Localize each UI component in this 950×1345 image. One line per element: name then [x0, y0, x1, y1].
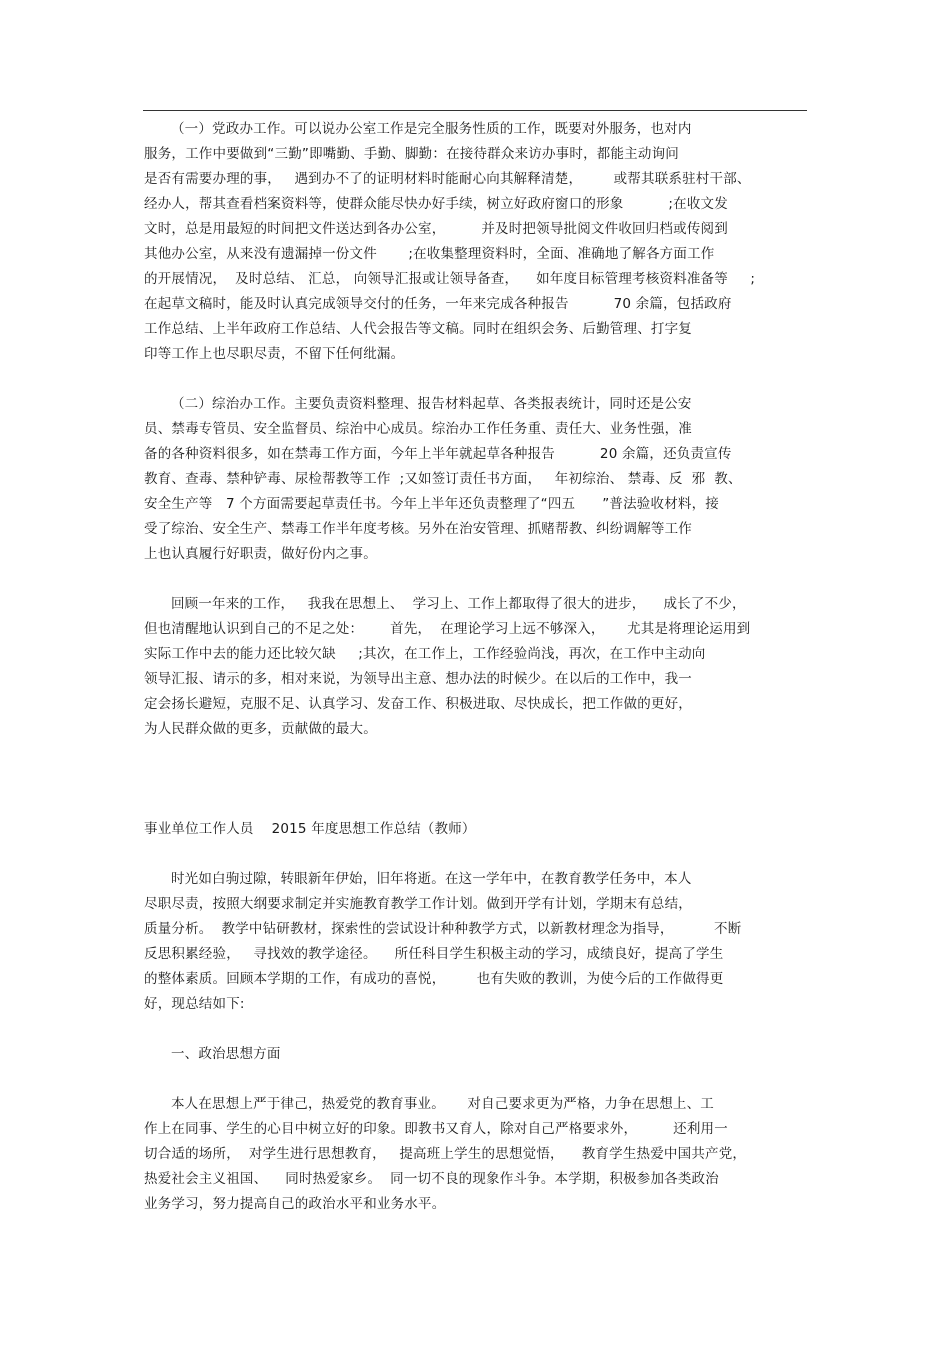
paragraph-line: 本人在思想上严于律己，热爱党的教育事业。 对自己要求更为严格，力争在思想上、工	[144, 1096, 715, 1112]
paragraph-line: 的整体素质。回顾本学期的工作，有成功的喜悦， 也有失败的教训，为使今后的工作做得更	[144, 971, 724, 987]
paragraph-line: 受了综治、安全生产、禁毒工作半年度考核。另外在治安管理、抓赌帮教、纠纷调解等工作	[144, 521, 692, 537]
paragraph-line: 作上在同事、学生的心目中树立好的印象。即教书又育人，除对自己严格要求外， 还利用一	[144, 1121, 728, 1137]
paragraph-line: 安全生产等 7 个方面需要起草责任书。今年上半年还负责整理了“四五 ”普法验收材料，接	[144, 496, 719, 512]
paragraph-line: 在起草文稿时，能及时认真完成领导交付的任务，一年来完成各种报告 70 余篇，包括政府	[144, 296, 732, 312]
top-rule	[143, 110, 807, 111]
paragraph-line: 热爱社会主义祖国、 同时热爱家乡。 同一切不良的现象作斗争。本学期，积极参加各类政治	[144, 1171, 719, 1187]
paragraph-line: 定会扬长避短，克服不足、认真学习、发奋工作、积极进取、尽快成长，把工作做的更好，	[144, 696, 692, 712]
section-heading: 一、政治思想方面	[144, 1046, 281, 1062]
paragraph-line: 好，现总结如下:	[144, 996, 245, 1012]
document-title: 事业单位工作人员 2015 年度思想工作总结（教师）	[144, 821, 476, 837]
paragraph-line: 工作总结、上半年政府工作总结、人代会报告等文稿。同时在组织会务、后勤管理、打字复	[144, 321, 692, 337]
paragraph-line: 其他办公室，从来没有遗漏掉一份文件 ;在收集整理资料时，全面、准确地了解各方面工作	[144, 246, 715, 262]
paragraph-line: 为人民群众做的更多，贡献做的最大。	[144, 721, 377, 737]
paragraph-line: （二）综治办工作。主要负责资料整理、报告材料起草、各类报表统计，同时还是公安	[144, 396, 692, 412]
paragraph-line: 时光如白驹过隙，转眼新年伊始，旧年将逝。在这一学年中，在教育教学任务中，本人	[144, 871, 692, 887]
paragraph-line: 上也认真履行好职责，做好份内之事。	[144, 546, 377, 562]
paragraph-line: （一）党政办工作。可以说办公室工作是完全服务性质的工作，既要对外服务，也对内	[144, 121, 692, 137]
paragraph-line: 备的各种资料很多，如在禁毒工作方面，今年上半年就起草各种报告 20 余篇，还负责宣传	[144, 446, 732, 462]
paragraph-line: 服务，工作中要做到“三勤”即嘴勤、手勤、脚勤：在接待群众来访办事时，都能主动询问	[144, 146, 679, 162]
paragraph-line: 实际工作中去的能力还比较欠缺 ;其次，在工作上，工作经验尚浅，再次，在工作中主动向	[144, 646, 706, 662]
paragraph-line: 回顾一年来的工作， 我我在思想上、 学习上、工作上都取得了很大的进步， 成长了不少，	[144, 596, 746, 612]
paragraph-line: 反思积累经验， 寻找效的教学途径。 所任科目学生积极主动的学习，成绩良好，提高了学生	[144, 946, 724, 962]
paragraph-line: 是否有需要办理的事， 遇到办不了的证明材料时能耐心向其解释清楚， 或帮其联系驻村干部、	[144, 171, 751, 187]
paragraph-line: 领导汇报、请示的多，相对来说，为领导出主意、想办法的时候少。在以后的工作中，我一	[144, 671, 692, 687]
paragraph-line: 但也清醒地认识到自己的不足之处： 首先， 在理论学习上远不够深入， 尤其是将理论运用到	[144, 621, 751, 637]
paragraph-line: 教育、查毒、禁种铲毒、尿检帮教等工作 ;又如签订责任书方面， 年初综治、 禁毒、反 邪 教、	[144, 471, 742, 487]
paragraph-line: 尽职尽责，按照大纲要求制定并实施教育教学工作计划。做到开学有计划，学期末有总结，	[144, 896, 692, 912]
paragraph-line: 经办人，帮其查看档案资料等，使群众能尽快办好手续，树立好政府窗口的形象 ;在收文发	[144, 196, 728, 212]
paragraph-line: 业务学习，努力提高自己的政治水平和业务水平。	[144, 1196, 446, 1212]
paragraph-line: 质量分析。 教学中钻研教材，探索性的尝试设计种种教学方式，以新教材理念为指导， 不断	[144, 921, 742, 937]
paragraph-line: 切合适的场所， 对学生进行思想教育， 提高班上学生的思想觉悟， 教育学生热爱中国共产党，	[144, 1146, 747, 1162]
paragraph-line: 文时，总是用最短的时间把文件送达到各办公室， 并及时把领导批阅文件收回归档或传阅到	[144, 221, 728, 237]
paragraph-line: 的开展情况， 及时总结、 汇总， 向领导汇报或让领导备查， 如年度目标管理考核资料准备等 ;	[144, 271, 756, 287]
paragraph-line: 印等工作上也尽职尽责，不留下任何纰漏。	[144, 346, 405, 362]
paragraph-line: 员、禁毒专管员、安全监督员、综治中心成员。综治办工作任务重、责任大、业务性强，准	[144, 421, 692, 437]
